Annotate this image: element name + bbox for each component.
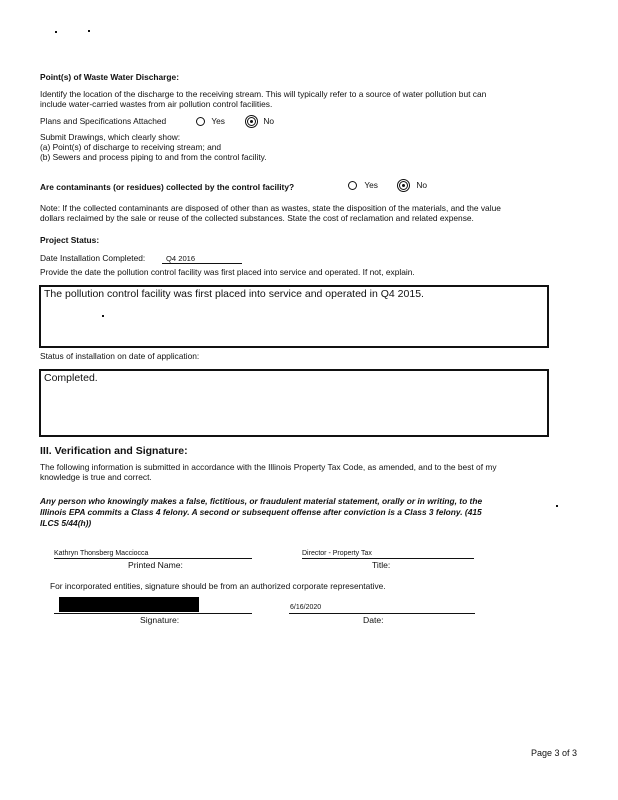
- signature-field[interactable]: [54, 596, 252, 614]
- provide-date-instruction: Provide the date the pollution control facility was first placed into service and operated. If not, explain.: [40, 267, 415, 277]
- submit-line2: (a) Point(s) of discharge to receiving stream; and: [40, 142, 222, 152]
- project-status-heading: Project Status:: [40, 235, 100, 245]
- redacted-signature: [59, 597, 199, 612]
- discharge-desc-line1: Identify the location of the discharge to the receiving stream. This will typically refer to a source of water pollution but can: [40, 89, 487, 99]
- page-number: Page 3 of 3: [531, 748, 578, 758]
- scan-speck: [88, 30, 90, 32]
- contaminants-no-radio[interactable]: [399, 181, 408, 190]
- discharge-heading: Point(s) of Waste Water Discharge:: [40, 72, 179, 82]
- title-value: Director - Property Tax: [302, 550, 372, 557]
- discharge-desc-line2: include water-carried wastes from air pollution control facilities.: [40, 99, 273, 109]
- contaminants-no-label: No: [416, 180, 428, 190]
- date-label: Date:: [363, 615, 384, 625]
- contaminants-note-line2: dollars reclaimed by the sale or reuse of the collected substances. State the cost of reclamation and related expense.: [40, 213, 474, 223]
- contaminants-yes-radio[interactable]: [348, 181, 357, 190]
- printed-name-value: Kathryn Thonsberg Macciocca: [54, 550, 149, 557]
- submit-line3: (b) Sewers and process piping to and from the control facility.: [40, 152, 267, 162]
- service-date-textbox[interactable]: [39, 285, 549, 348]
- signature-label: Signature:: [140, 615, 180, 625]
- corporate-signature-note: For incorporated entities, signature should be from an authorized corporate representative.: [50, 581, 386, 591]
- warning-line1: Any person who knowingly makes a false, fictitious, or fraudulent material statement, orally or in writing, to the: [40, 496, 483, 506]
- install-status-textbox[interactable]: [39, 369, 549, 437]
- contaminants-question: Are contaminants (or residues) collected by the control facility?: [40, 182, 295, 192]
- verification-heading: III. Verification and Signature:: [40, 445, 188, 457]
- verification-info-line2: knowledge is true and correct.: [40, 472, 152, 482]
- date-installation-label: Date Installation Completed:: [40, 253, 146, 263]
- date-installation-field[interactable]: [162, 253, 242, 264]
- title-label: Title:: [372, 560, 391, 570]
- contaminants-yes-label: Yes: [364, 180, 378, 190]
- scan-speck: [102, 315, 104, 317]
- contaminants-note-line1: Note: If the collected contaminants are disposed of other than as wastes, state the disposition of the materials, and the value: [40, 203, 501, 213]
- install-status-label: Status of installation on date of application:: [40, 351, 200, 361]
- contaminants-yes-option[interactable]: [348, 180, 378, 190]
- warning-line3: ILCS 5/44(h)): [40, 518, 92, 528]
- plans-yes-radio[interactable]: [196, 117, 205, 126]
- plans-no-radio[interactable]: [247, 117, 256, 126]
- printed-name-field[interactable]: [54, 547, 252, 559]
- scan-speck: [556, 505, 558, 507]
- plans-label: Plans and Specifications Attached: [40, 116, 167, 126]
- printed-name-label: Printed Name:: [128, 560, 183, 570]
- plans-no-label: No: [263, 116, 275, 126]
- service-date-text: The pollution control facility was first placed into service and operated in Q4 2015.: [44, 288, 424, 300]
- plans-yes-label: Yes: [211, 116, 225, 126]
- install-status-text: Completed.: [44, 372, 98, 384]
- contaminants-no-option[interactable]: [399, 180, 427, 190]
- plans-no-option[interactable]: [247, 116, 274, 126]
- date-installation-value: Q4 2016: [166, 254, 196, 263]
- signature-date-value: 6/16/2020: [290, 604, 322, 611]
- warning-line2: Illinois EPA commits a Class 4 felony. A second or subsequent offense after conviction is a Class 3 felony. (415: [40, 507, 482, 517]
- date-field[interactable]: [289, 601, 475, 614]
- plans-yes-option[interactable]: [196, 116, 225, 126]
- title-field[interactable]: [302, 547, 474, 559]
- scan-speck: [55, 31, 57, 33]
- submit-line1: Submit Drawings, which clearly show:: [40, 132, 181, 142]
- verification-info-line1: The following information is submitted in accordance with the Illinois Property Tax Code, as amended, and to the best of my: [40, 462, 497, 472]
